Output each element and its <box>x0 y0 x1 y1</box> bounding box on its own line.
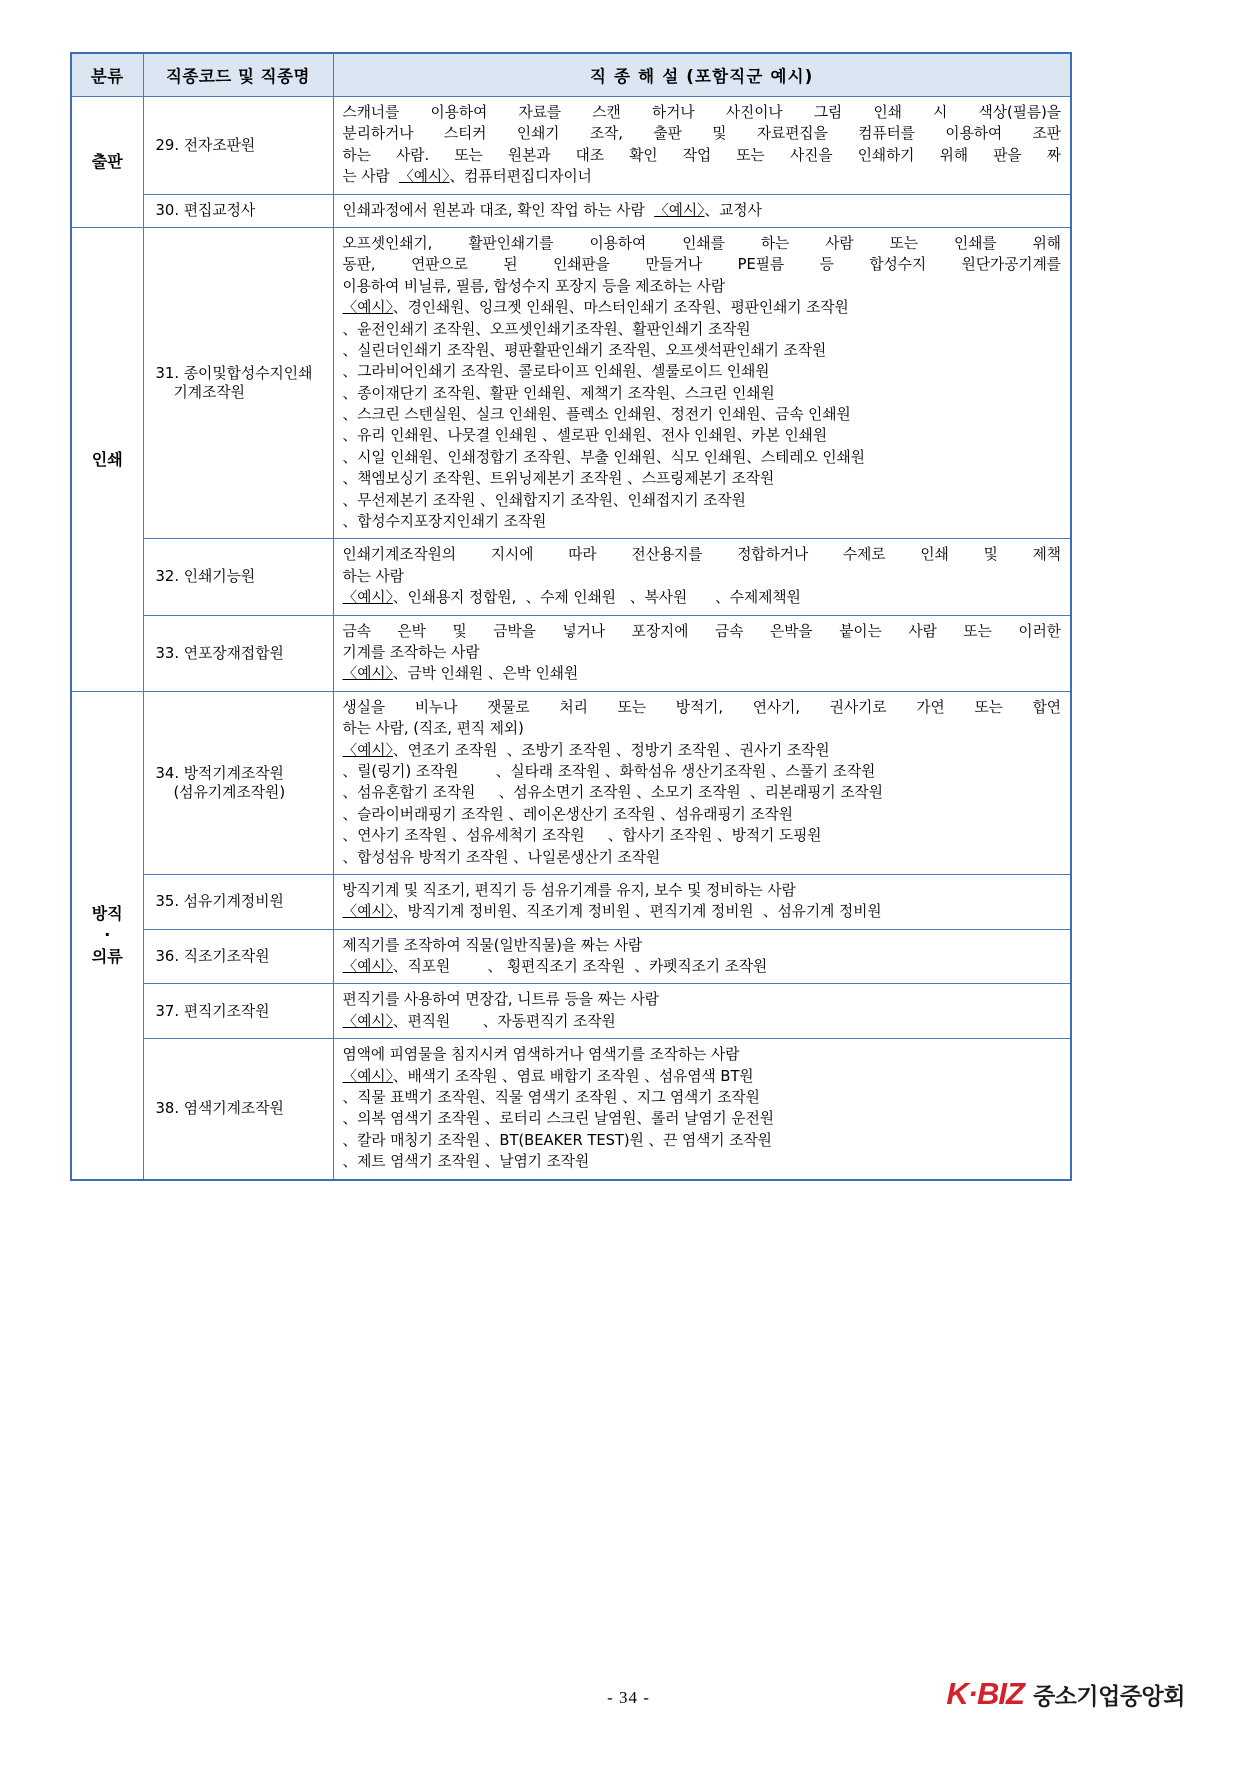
example-line: 、릴(링기) 조작원 、실타래 조작원 、화학섬유 생산기조작원 、스풀기 조작원 <box>342 762 876 780</box>
description-line: 기계를 조작하는 사람 <box>342 643 480 661</box>
job-description-cell <box>333 97 1071 195</box>
example-line: 〈예시〉、인쇄용지 정합원, 、수제 인쇄원 、복사원 、수제제책원 <box>342 589 801 607</box>
description-line: 염액에 피염물을 침지시켜 염색하거나 염색기를 조작하는 사람 <box>342 1046 740 1064</box>
table-body <box>71 97 1071 1180</box>
example-line: 、의복 염색기 조작원 、로터리 스크린 날염원、롤러 날염기 운전원 <box>342 1110 774 1128</box>
description-line: 오프셋인쇄기, 활판인쇄기를 이용하여 인쇄를 하는 사람 또는 인쇄를 위해 <box>342 234 1061 252</box>
example-line: 〈예시〉、방직기계 정비원、직조기계 정비원 、편직기계 정비원 、섬유기계 정비원 <box>342 903 882 921</box>
example-line: 、슬라이버래핑기 조작원 、레이온생산기 조작원 、섬유래핑기 조작원 <box>342 805 793 823</box>
job-code-cell: 33. 연포장재접합원 <box>143 615 333 691</box>
description-line: 인쇄기계조작원의 지시에 따라 전산용지를 정합하거나 수제로 인쇄 및 제책 <box>342 546 1061 564</box>
job-code-cell: 30. 편집교정사 <box>143 194 333 227</box>
page-number: - 34 - <box>607 1688 650 1707</box>
job-description-cell <box>333 227 1071 538</box>
example-label: 〈예시〉 <box>654 201 705 219</box>
example-label: 〈예시〉 <box>342 665 393 683</box>
example-label: 〈예시〉 <box>342 741 393 759</box>
example-line: 인쇄과정에서 원본과 대조, 확인 작업 하는 사람 〈예시〉、교정사 <box>342 201 762 219</box>
description-line: 편직기를 사용하여 면장갑, 니트류 등을 짜는 사람 <box>342 991 659 1009</box>
column-header-code: 직종코드 및 직종명 <box>143 53 333 97</box>
description-line: 금속 은박 및 금박을 넣거나 포장지에 금속 은박을 붙이는 사람 또는 이러한 <box>342 622 1061 640</box>
example-line: 〈예시〉、경인쇄원、잉크젯 인쇄원、마스터인쇄기 조작원、평판인쇄기 조작원 <box>342 299 849 317</box>
description-line: 하는 사람. 또는 원본과 대조 확인 작업 또는 사진을 인쇄하기 위해 판을 짜 <box>342 146 1061 164</box>
example-label: 〈예시〉 <box>342 903 393 921</box>
description-line: 하는 사람 <box>342 567 404 585</box>
table-header-row <box>71 53 1071 97</box>
table-header <box>71 53 1071 97</box>
description-line: 스캐너를 이용하여 자료를 스캔 하거나 사진이나 그림 인쇄 시 색상(필름)을 <box>342 104 1061 121</box>
example-line: 、직물 표백기 조작원、직물 염색기 조작원 、지그 염색기 조작원 <box>342 1089 760 1107</box>
example-line: 〈예시〉、편직원 、자동편직기 조작원 <box>342 1012 616 1030</box>
example-line: 、책엠보싱기 조작원、트위닝제본기 조작원 、스프링제본기 조작원 <box>342 470 775 488</box>
example-line: 는 사람 〈예시〉、컴퓨터편집디자이너 <box>342 168 592 186</box>
example-line: 、칼라 매칭기 조작원 、BT(BEAKER TEST)원 、끈 염색기 조작원 <box>342 1131 772 1149</box>
job-code-cell: 31. 종이및합성수지인쇄 기계조작원 <box>143 227 333 538</box>
job-description-cell <box>333 615 1071 691</box>
example-label: 〈예시〉 <box>342 1012 393 1030</box>
table-row <box>71 984 1071 1039</box>
description-line: 생실을 비누나 잿물로 처리 또는 방적기, 연사기, 권사기로 가연 또는 합연 <box>342 698 1061 716</box>
job-description-cell <box>333 984 1071 1039</box>
description-line: 동판, 연판으로 된 인쇄판을 만들거나 PE필름 등 합성수지 원단가공기계를 <box>342 256 1061 274</box>
example-line: 、실린더인쇄기 조작원、평판활판인쇄기 조작원、오프셋석판인쇄기 조작원 <box>342 341 827 359</box>
table-row <box>71 539 1071 615</box>
example-line: 〈예시〉、배색기 조작원 、염료 배합기 조작원 、섬유염색 BT원 <box>342 1067 754 1085</box>
table-row <box>71 194 1071 227</box>
example-label: 〈예시〉 <box>342 1067 393 1085</box>
example-line: 、스크린 스텐실원、실크 인쇄원、플렉소 인쇄원、정전기 인쇄원、금속 인쇄원 <box>342 406 851 424</box>
example-line: 、종이재단기 조작원、활판 인쇄원、제책기 조작원、스크린 인쇄원 <box>342 384 775 402</box>
category-cell: 인쇄 <box>71 227 143 691</box>
job-description-cell <box>333 874 1071 929</box>
example-label: 〈예시〉 <box>342 299 393 317</box>
category-cell: 방직 · 의류 <box>71 691 143 1179</box>
job-description-cell <box>333 1039 1071 1180</box>
example-label: 〈예시〉 <box>342 589 393 607</box>
job-code-cell: 32. 인쇄기능원 <box>143 539 333 615</box>
description-line: 방직기계 및 직조기, 편직기 등 섬유기계를 유지, 보수 및 정비하는 사람 <box>342 881 796 899</box>
job-description-cell <box>333 929 1071 984</box>
example-line: 、그라비어인쇄기 조작원、콜로타이프 인쇄원、셀룰로이드 인쇄원 <box>342 363 770 381</box>
category-cell: 출판 <box>71 97 143 228</box>
table-row <box>71 615 1071 691</box>
example-label: 〈예시〉 <box>399 168 450 186</box>
example-line: 〈예시〉、금박 인쇄원 、은박 인쇄원 <box>342 665 579 683</box>
example-line: 、무선제본기 조작원 、인쇄합지기 조작원、인쇄접지기 조작원 <box>342 491 746 509</box>
job-description-cell <box>333 691 1071 874</box>
job-code-cell: 29. 전자조판원 <box>143 97 333 195</box>
example-line: 、합성수지포장지인쇄기 조작원 <box>342 513 547 531</box>
job-classification-table <box>70 52 1072 1181</box>
description-line: 이용하여 비닐류, 필름, 합성수지 포장지 등을 제조하는 사람 <box>342 277 726 295</box>
column-header-description: 직 종 해 설 (포함직군 예시) <box>333 53 1071 97</box>
description-line: 제직기를 조작하여 직물(일반직물)을 짜는 사람 <box>342 936 643 954</box>
description-line: 하는 사람, (직조, 편직 제외) <box>342 720 524 738</box>
example-line: 、섬유혼합기 조작원 、섬유소면기 조작원 、소모기 조작원 、리본래핑기 조작원 <box>342 784 883 802</box>
example-label: 〈예시〉 <box>342 958 393 976</box>
example-line: 、제트 염색기 조작원 、날염기 조작원 <box>342 1153 590 1171</box>
table-row <box>71 227 1071 538</box>
example-line: 、합성섬유 방적기 조작원 、나일론생산기 조작원 <box>342 848 661 866</box>
job-code-cell: 36. 직조기조작원 <box>143 929 333 984</box>
table-row <box>71 97 1071 195</box>
job-code-cell: 38. 염색기계조작원 <box>143 1039 333 1180</box>
example-line: 、윤전인쇄기 조작원、오프셋인쇄기조작원、활판인쇄기 조작원 <box>342 320 751 338</box>
job-description-cell <box>333 539 1071 615</box>
job-code-cell: 37. 편직기조작원 <box>143 984 333 1039</box>
job-description-cell <box>333 194 1071 227</box>
page-footer <box>0 1670 1257 1740</box>
example-line: 、연사기 조작원 、섬유세척기 조작원 、합사기 조작원 、방적기 도핑원 <box>342 827 822 845</box>
job-code-cell: 34. 방적기계조작원 (섬유기계조작원) <box>143 691 333 874</box>
example-line: 、유리 인쇄원、나뭇결 인쇄원 、셀로판 인쇄원、전사 인쇄원、카본 인쇄원 <box>342 427 828 445</box>
kbiz-logo <box>946 1676 1185 1712</box>
example-line: 〈예시〉、연조기 조작원 、조방기 조작원 、정방기 조작원 、권사기 조작원 <box>342 741 830 759</box>
table-row <box>71 1039 1071 1180</box>
kbiz-brand-text: K·BIZ <box>946 1676 1024 1711</box>
table-row <box>71 874 1071 929</box>
table-row <box>71 691 1071 874</box>
job-code-cell: 35. 섬유기계정비원 <box>143 874 333 929</box>
kbiz-org-name: 중소기업중앙회 <box>1032 1683 1185 1710</box>
example-line: 〈예시〉、직포원 、 횡편직조기 조작원 、카펫직조기 조작원 <box>342 958 768 976</box>
example-line: 、시일 인쇄원、인쇄정합기 조작원、부출 인쇄원、식모 인쇄원、스테레오 인쇄원 <box>342 448 865 466</box>
description-line: 분리하거나 스티커 인쇄기 조작, 출판 및 자료편집을 컴퓨터를 이용하여 조판 <box>342 125 1061 143</box>
column-header-category: 분류 <box>71 53 143 97</box>
table-row <box>71 929 1071 984</box>
